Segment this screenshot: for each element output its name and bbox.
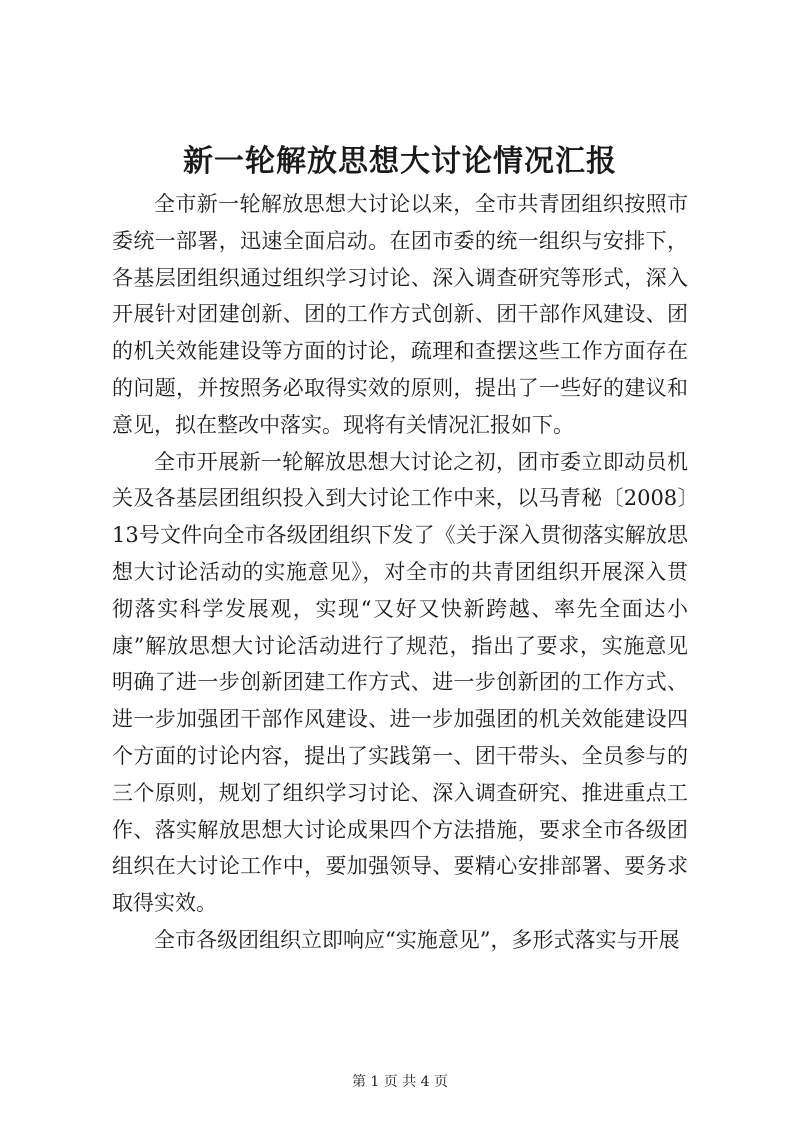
paragraph-2: 全市开展新一轮解放思想大讨论之初，团市委立即动员机关及各基层团组织投入到大讨论工作中来，以马青秘〔2008〕13号文件向全市各级团组织下发了《关于深入贯彻落实解放思想大讨论活动的实施意见》，对全市的共青团组织开展深入贯彻落实科学发展观，实现“又好又快新跨越、率先全面达小康”解放思想大讨论活动进行了规范，指出了要求，实施意见明确了进一步创新团建工作方式、进一步创新团的工作方式、进一步加强团干部作风建设、进一步加强团的机关效能建设四个方面的讨论内容，提出了实践第一、团干带头、全员参与的三个原则，规划了组织学习讨论、深入调查研究、推进重点工作、落实解放思想大讨论成果四个方法措施，要求全市各级团组织在大讨论工作中，要加强领导、要精心安排部署、要务求取得实效。 <box>112 449 688 916</box>
document-body <box>112 186 688 959</box>
paragraph-1: 全市新一轮解放思想大讨论以来，全市共青团组织按照市委统一部署，迅速全面启动。在团市委的统一组织与安排下，各基层团组织通过组织学习讨论、深入调查研究等形式，深入开展针对团建创新、团的工作方式创新、团干部作风建设、团的机关效能建设等方面的讨论，疏理和查摆这些工作方面存在的问题，并按照务必取得实效的原则，提出了一些好的建议和意见，拟在整改中落实。现将有关情况汇报如下。 <box>112 192 688 437</box>
document-title: 新一轮解放思想大讨论情况汇报 <box>183 144 617 179</box>
paragraph-3: 全市各级团组织立即响应“实施意见”，多形式落实与开展 <box>154 927 680 952</box>
page-footer: 第 1 页 共 4 页 <box>351 1074 449 1090</box>
